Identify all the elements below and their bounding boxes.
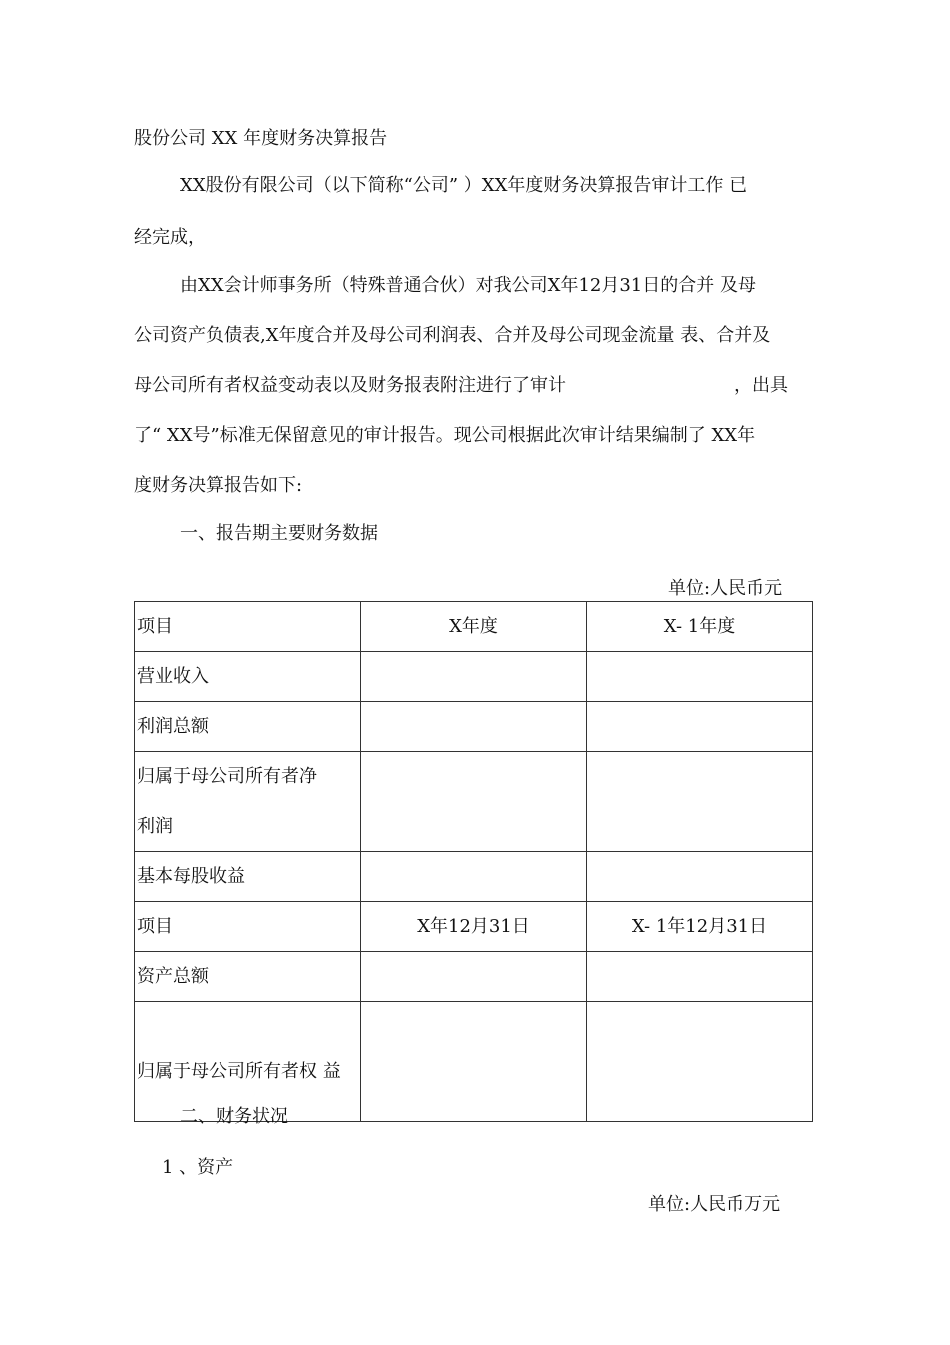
- table-header-row-2: [135, 902, 813, 952]
- row-label-net-profit: [135, 752, 361, 852]
- document-title: 股份公司 XX 年度财务决算报告: [134, 128, 388, 149]
- para2-line-5: 度财务决算报告如下:: [134, 475, 303, 496]
- table-row: [135, 652, 813, 702]
- financial-data-table: [134, 601, 813, 1122]
- cell-empty: [587, 752, 813, 852]
- cell-empty: [361, 752, 587, 852]
- header-item: 项目: [135, 602, 361, 652]
- header-prior-year: X- 1年度: [587, 602, 813, 652]
- intro-line-2: 经完成，: [134, 227, 206, 248]
- table-row: [135, 1002, 813, 1122]
- row-label-total-assets: 资产总额: [135, 952, 361, 1002]
- header-current-year: X年度: [361, 602, 587, 652]
- table-row: [135, 952, 813, 1002]
- section1-heading: 一、报告期主要财务数据: [180, 523, 378, 544]
- para2-line-3-tail: ，出具: [734, 375, 788, 396]
- cell-empty: [587, 852, 813, 902]
- row-label-total-profit: 利润总额: [135, 702, 361, 752]
- cell-empty: [361, 952, 587, 1002]
- row-label-net-profit-part1: 归属于母公司所有者净: [137, 765, 317, 787]
- intro-line-1: XX股份有限公司（以下简称“公司” ）XX年度财务决算报告审计工作 已: [180, 175, 748, 196]
- para2-line-1: 由XX会计师事务所（特殊普通合伙）对我公司X年12月31日的合并 及母: [180, 275, 756, 296]
- table-row: [135, 752, 813, 852]
- table-header-row: [135, 602, 813, 652]
- para2-line-4: 了“ XX号”标准无保留意见的审计报告。现公司根据此次审计结果编制了 XX年: [134, 425, 756, 446]
- para2-line-2: 公司资产负债表,X年度合并及母公司利润表、合并及母公司现金流量 表、合并及: [134, 325, 771, 346]
- header-prior-date: X- 1年12月31日: [587, 902, 813, 952]
- cell-empty: [587, 952, 813, 1002]
- table-row: [135, 852, 813, 902]
- section2-unit: 单位:人民币万元: [648, 1194, 781, 1215]
- cell-empty: [361, 852, 587, 902]
- cell-empty: [361, 1002, 587, 1122]
- row-label-equity: 归属于母公司所有者权 益: [135, 1002, 361, 1122]
- header-current-date: X年12月31日: [361, 902, 587, 952]
- section2-sub1: 1 、资产: [162, 1157, 234, 1178]
- section2-heading: 二、财务状况: [180, 1106, 288, 1127]
- cell-empty: [587, 1002, 813, 1122]
- row-label-eps: 基本每股收益: [135, 852, 361, 902]
- header-item-2: 项目: [135, 902, 361, 952]
- row-label-net-profit-part2: 利润: [137, 815, 173, 837]
- cell-empty: [361, 702, 587, 752]
- para2-line-3: 母公司所有者权益变动表以及财务报表附注进行了审计: [134, 375, 566, 396]
- cell-empty: [361, 652, 587, 702]
- row-label-revenue: 营业收入: [135, 652, 361, 702]
- cell-empty: [587, 702, 813, 752]
- table-row: [135, 702, 813, 752]
- cell-empty: [587, 652, 813, 702]
- section1-unit: 单位:人民币元: [668, 578, 783, 599]
